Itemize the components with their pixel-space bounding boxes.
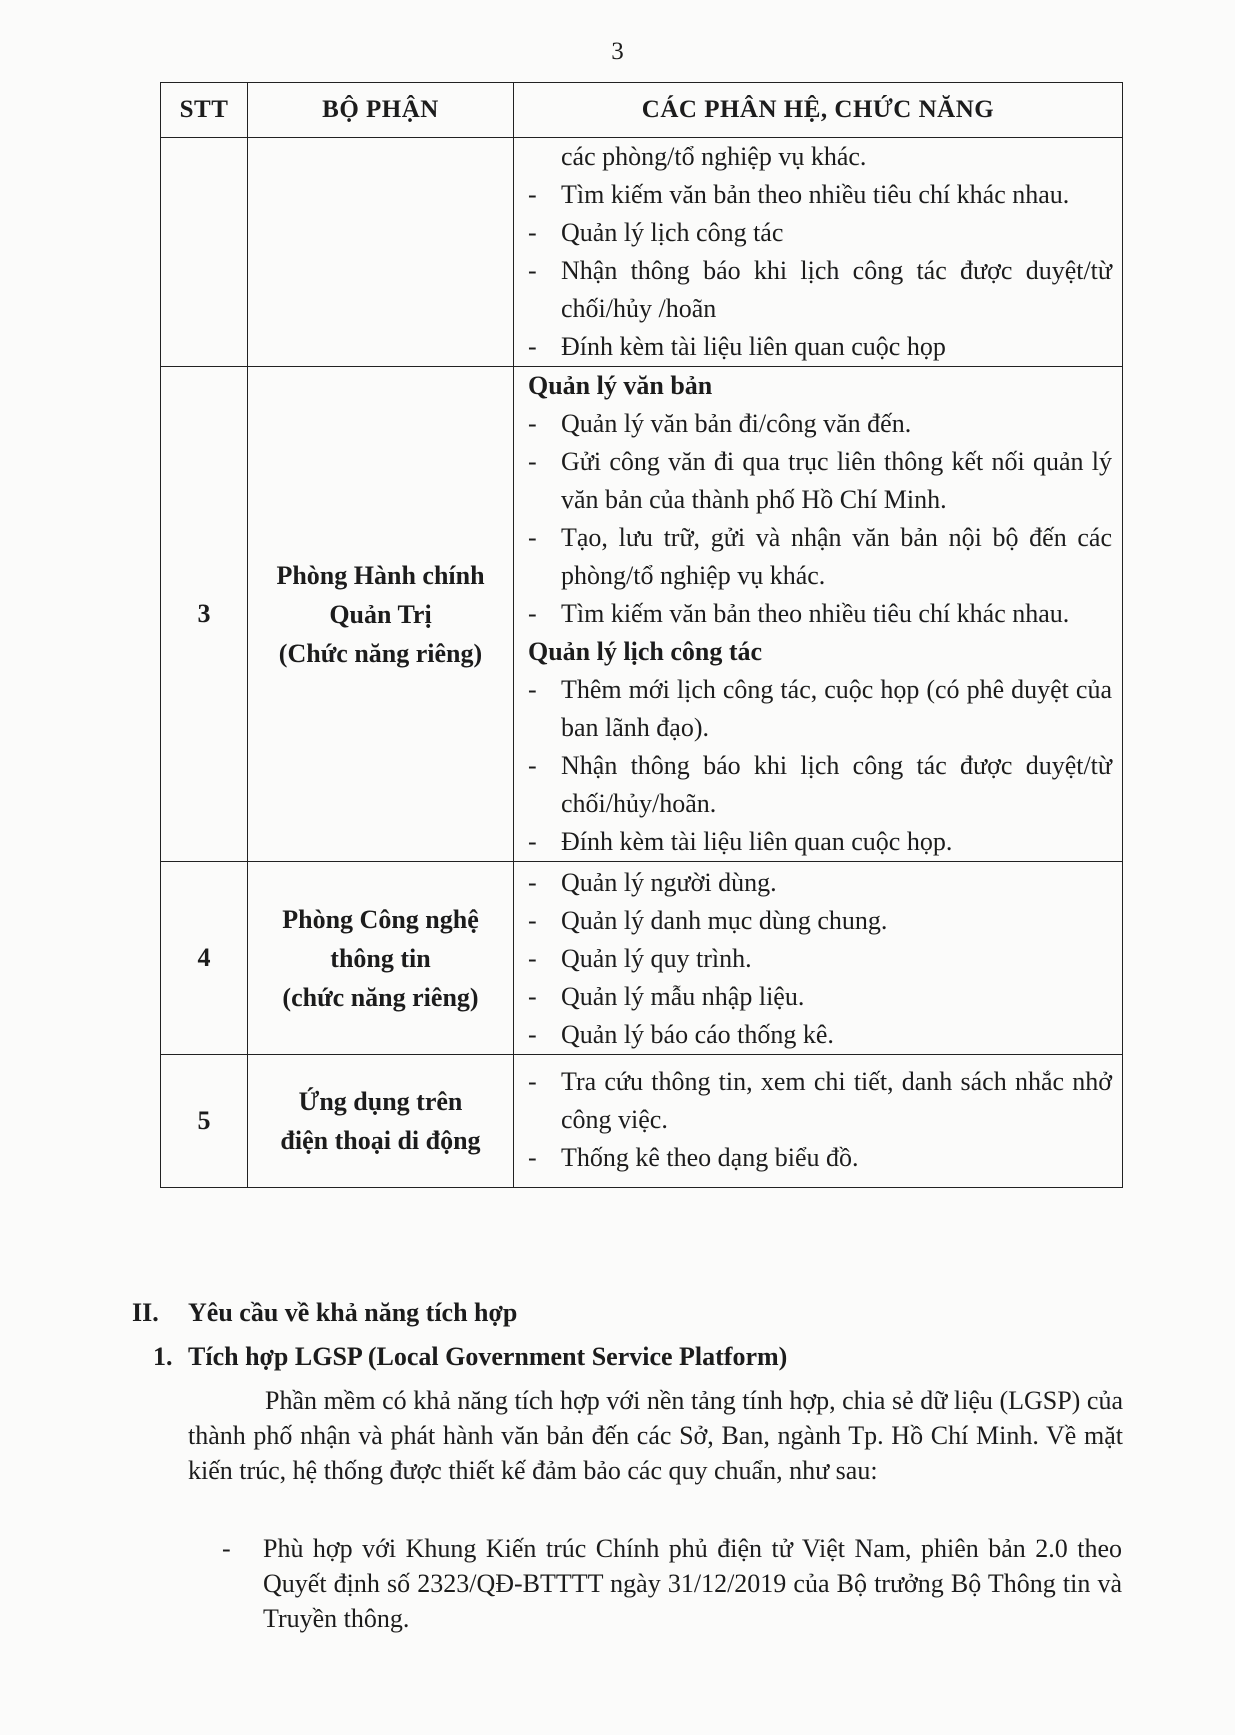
item-text: Tìm kiếm văn bản theo nhiều tiêu chí khác nhau. (561, 180, 1070, 209)
item-dash: - (528, 447, 537, 476)
page-number: 3 (611, 38, 624, 65)
function-item (528, 595, 1112, 633)
continued-text: các phòng/tổ nghiệp vụ khác. (561, 142, 867, 171)
table-row (161, 138, 1123, 367)
item-dash: - (528, 1067, 537, 1096)
item-dash: - (528, 218, 537, 247)
function-subheading: Quản lý lịch công tác (528, 637, 763, 666)
item-text: Thêm mới lịch công tác, cuộc họp (có phê duyệt của ban lãnh đạo). (561, 675, 1112, 742)
item-dash: - (528, 868, 537, 897)
cell-stt: 3 (161, 367, 248, 862)
table-row (161, 367, 1123, 862)
bullet-item (222, 1531, 1122, 1636)
item-text: Tìm kiếm văn bản theo nhiều tiêu chí khác nhau. (561, 599, 1070, 628)
department-line: (Chức năng riêng) (278, 638, 483, 668)
function-item (528, 940, 1112, 978)
item-text: Quản lý văn bản đi/công văn đến. (561, 409, 912, 438)
function-item (528, 902, 1112, 940)
department-line: Quản Trị (329, 599, 432, 629)
item-dash: - (528, 675, 537, 704)
table-row (161, 862, 1123, 1055)
function-item (528, 328, 1112, 366)
item-text: Thống kê theo dạng biểu đồ. (561, 1143, 859, 1172)
function-item (528, 671, 1112, 747)
header-stt: STT (161, 83, 248, 138)
table-row (161, 1055, 1123, 1188)
item-dash: - (528, 1143, 537, 1172)
cell-department (248, 1055, 514, 1188)
function-item (528, 1139, 1112, 1177)
department-line: điện thoại di động (280, 1126, 481, 1155)
department-line: Phòng Hành chính (276, 560, 485, 590)
function-item (528, 747, 1112, 823)
function-item (528, 252, 1112, 328)
item-text: Quản lý quy trình. (561, 944, 752, 973)
item-dash: - (528, 827, 537, 856)
subsection-title: Tích hợp LGSP (Local Government Service Platform) (188, 1342, 788, 1371)
item-dash: - (528, 751, 537, 780)
bullet-dash: - (222, 1534, 231, 1563)
function-item (528, 405, 1112, 443)
department-line: Phòng Công nghệ (282, 904, 479, 934)
item-dash: - (528, 906, 537, 935)
bullet-text: Phù hợp với Khung Kiến trúc Chính phủ điện tử Việt Nam, phiên bản 2.0 theo Quyết định số 2323/QĐ-BTTTT ngày 31/12/2019 của Bộ trưởng Bộ Thông tin và Truyền thông. (263, 1534, 1122, 1633)
section-heading (132, 1295, 517, 1331)
cell-stt (161, 138, 248, 367)
item-dash: - (528, 944, 537, 973)
body-paragraph: Phần mềm có khả năng tích hợp với nền tảng tính hợp, chia sẻ dữ liệu (LGSP) của thành phố nhận và phát hành văn bản đến các Sở, Ban, ngành Tp. Hồ Chí Minh. Về mặt kiến trúc, hệ thống được thiết kế đảm bảo các quy chuẩn, như sau: (188, 1386, 1123, 1485)
item-text: Gửi công văn đi qua trục liên thông kết nối quản lý văn bản của thành phố Hồ Chí Minh. (561, 447, 1112, 514)
header-func: CÁC PHÂN HỆ, CHỨC NĂNG (514, 83, 1123, 138)
item-text: Quản lý báo cáo thống kê. (561, 1020, 834, 1049)
item-dash: - (528, 409, 537, 438)
function-item (528, 1016, 1112, 1054)
section-title: Yêu cầu về khả năng tích hợp (188, 1298, 518, 1327)
function-subheading: Quản lý văn bản (528, 371, 713, 400)
function-item (528, 443, 1112, 519)
item-text: Quản lý mẫu nhập liệu. (561, 982, 805, 1011)
subsection-heading (153, 1339, 787, 1375)
requirements-table (160, 82, 1123, 1188)
subsection-number: 1. (153, 1342, 173, 1371)
cell-department (248, 862, 514, 1055)
function-item (528, 1063, 1112, 1139)
item-dash: - (528, 523, 537, 552)
function-item (528, 864, 1112, 902)
cell-functions (514, 1055, 1123, 1188)
function-item (528, 519, 1112, 595)
item-dash: - (528, 982, 537, 1011)
item-text: Quản lý lịch công tác (561, 218, 784, 247)
function-item (528, 176, 1112, 214)
cell-stt: 5 (161, 1055, 248, 1188)
cell-department (248, 367, 514, 862)
cell-stt: 4 (161, 862, 248, 1055)
table-header-row (161, 83, 1123, 138)
function-item (528, 214, 1112, 252)
item-dash: - (528, 599, 537, 628)
item-text: Đính kèm tài liệu liên quan cuộc họp. (561, 827, 953, 856)
header-dept: BỘ PHẬN (248, 83, 514, 138)
item-text: Quản lý người dùng. (561, 868, 777, 897)
item-dash: - (528, 180, 537, 209)
item-text: Nhận thông báo khi lịch công tác được duyệt/từ chối/hủy /hoãn (561, 256, 1112, 323)
item-text: Quản lý danh mục dùng chung. (561, 906, 888, 935)
department-line: thông tin (330, 943, 431, 973)
item-text: Tra cứu thông tin, xem chi tiết, danh sách nhắc nhở công việc. (561, 1067, 1112, 1134)
department-line: Ứng dụng trên (298, 1087, 463, 1116)
item-text: Nhận thông báo khi lịch công tác được duyệt/từ chối/hủy/hoãn. (561, 751, 1112, 818)
function-item (528, 823, 1112, 861)
item-text: Đính kèm tài liệu liên quan cuộc họp (561, 332, 946, 361)
department-line: (chức năng riêng) (282, 982, 479, 1012)
cell-functions (514, 138, 1123, 367)
function-item (528, 978, 1112, 1016)
cell-department (248, 138, 514, 367)
item-text: Tạo, lưu trữ, gửi và nhận văn bản nội bộ đến các phòng/tổ nghiệp vụ khác. (561, 523, 1112, 590)
cell-functions (514, 862, 1123, 1055)
item-dash: - (528, 1020, 537, 1049)
cell-functions (514, 367, 1123, 862)
item-dash: - (528, 332, 537, 361)
item-dash: - (528, 256, 537, 285)
section-number: II. (132, 1298, 159, 1327)
